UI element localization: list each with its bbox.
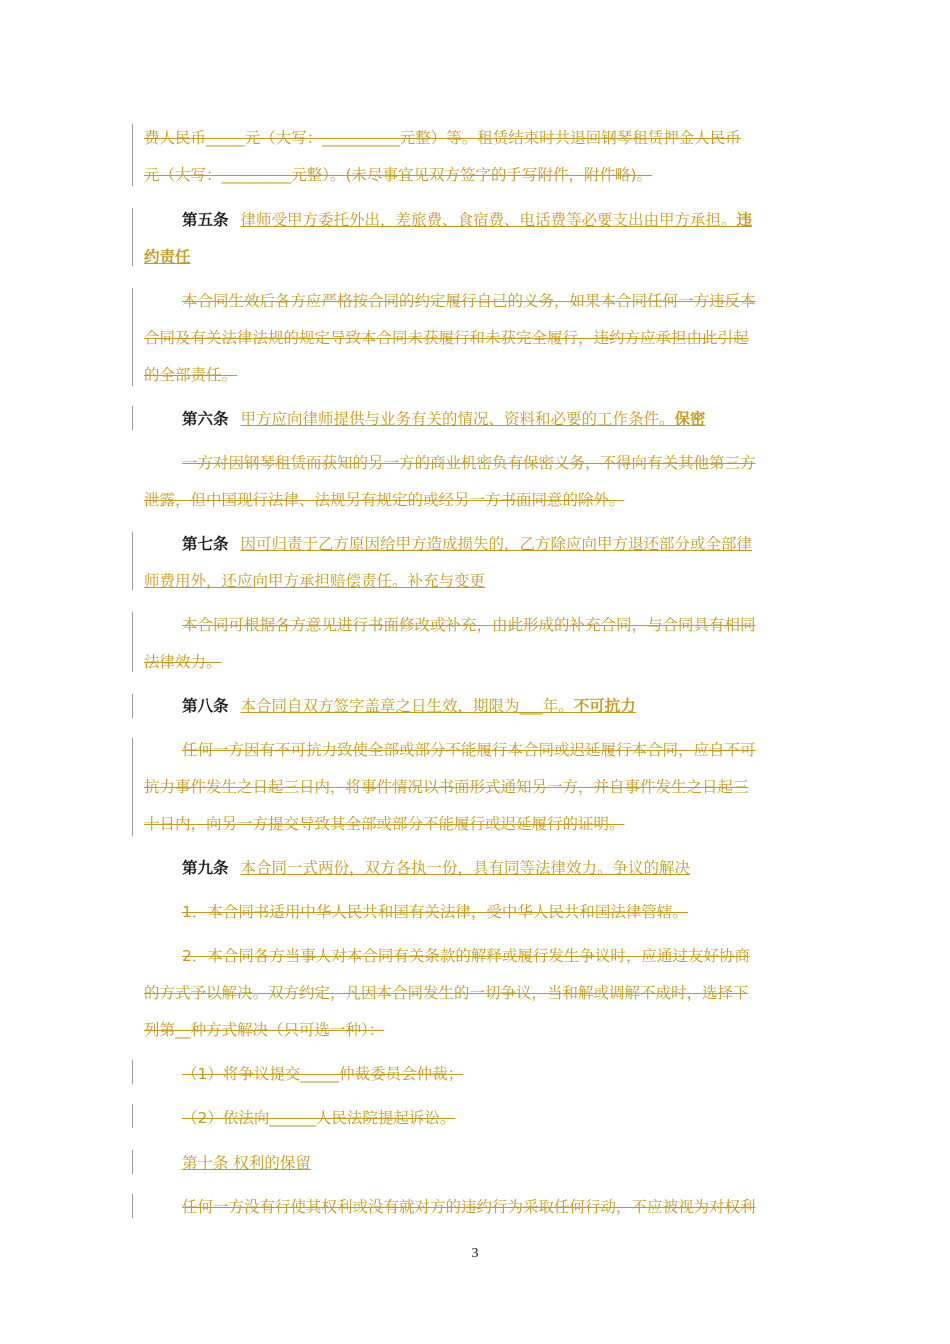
change-bar xyxy=(132,612,133,672)
paragraph-line: 列第__种方式解决（只可选一种）： xyxy=(144,1021,385,1039)
paragraph-line: 的方式予以解决。双方约定，凡因本合同发生的一切争议，当和解或调解不成时，选择下 xyxy=(144,984,749,1002)
option-item: （1）将争议提交_____仲裁委员会仲裁； xyxy=(182,1065,464,1083)
section-title-confidentiality: 保密 xyxy=(674,410,706,428)
paragraph-line: 任何一方因有不可抗力致使全部或部分不能履行本合同或迟延履行本合同，应自不可 xyxy=(182,741,756,759)
article-8-text: 本合同自双方签字盖章之日生效，期限为___年。 xyxy=(240,697,574,715)
article-8-line xyxy=(182,694,814,718)
change-bar xyxy=(132,1060,133,1084)
change-bar xyxy=(132,406,133,430)
change-bar xyxy=(132,532,133,590)
article-5-line xyxy=(144,245,814,269)
paragraph-line: 合同及有关法律法规的规定导致本合同未获履行和未获完全履行，违约方应承担由此引起 xyxy=(144,329,749,347)
option-item: （2）依法向______人民法院提起诉讼。 xyxy=(182,1109,456,1127)
paragraph-line: 十日内，向另一方提交导致其全部或部分不能履行或迟延履行的证明。 xyxy=(144,815,625,833)
paragraph-line: 一方对因钢琴租赁而获知的另一方的商业机密负有保密义务，不得向有关其他第三方 xyxy=(182,454,756,472)
change-bar xyxy=(132,694,133,718)
article-7-line xyxy=(182,532,814,556)
article-9-text: 本合同一式两份，双方各执一份，具有同等法律效力。 xyxy=(240,859,613,877)
paragraph-line: 的全部责任。 xyxy=(144,366,238,384)
paragraph-line: 元（大写：_________元整）。(未尽事宜见双方签字的手写附件，附件略)。 xyxy=(144,166,653,184)
section-title-dispute: 争议的解决 xyxy=(612,859,691,877)
change-bar xyxy=(132,124,133,186)
paragraph-line: 抗力事件发生之日起三日内，将事件情况以书面形式通知另一方，并自事件发生之日起三 xyxy=(144,778,749,796)
article-5-text: 律师受甲方委托外出，差旅费、食宿费、电话费等必要支出由甲方承担。 xyxy=(240,211,737,229)
article-7-text: 因可归责于乙方原因给甲方造成损失的，乙方除应向甲方退还部分或全部律 xyxy=(240,535,753,553)
article-7-line xyxy=(144,569,814,593)
section-title-breach: 约责任 xyxy=(144,248,191,266)
paragraph-line: 本合同可根据各方意见进行书面修改或补充，由此形成的补充合同，与合同具有相同 xyxy=(182,616,756,634)
paragraph-line: 任何一方没有行使其权利或没有就对方的违约行为采取任何行动，不应被视为对权利 xyxy=(182,1198,756,1216)
article-7-text: 师费用外，还应向甲方承担赔偿责任。 xyxy=(144,572,408,590)
article-5-line xyxy=(182,208,814,232)
change-bar xyxy=(132,1150,133,1174)
paragraph-line: 法律效力。 xyxy=(144,653,222,671)
paragraph-line: 费人民币_____元（大写：__________元整）等。租赁结束时共退回钢琴租赁押金人民币 xyxy=(144,129,741,147)
paragraph-line: 1．本合同书适用中华人民共和国有关法律，受中华人民共和国法律管辖。 xyxy=(182,903,688,921)
article-9-line xyxy=(182,856,814,880)
article-8-header: 第八条 xyxy=(182,697,229,715)
change-bar xyxy=(132,738,133,836)
paragraph-line: 泄露，但中国现行法律、法规另有规定的或经另一方书面同意的除外。 xyxy=(144,491,625,509)
article-6-line xyxy=(182,407,814,431)
change-bar xyxy=(132,1104,133,1128)
article-6-text: 甲方应向律师提供与业务有关的情况、资料和必要的工作条件。 xyxy=(240,410,675,428)
article-5-header: 第五条 xyxy=(182,211,229,229)
section-title-force-majeure: 不可抗力 xyxy=(573,697,636,715)
change-bar xyxy=(132,1194,133,1218)
paragraph-line: 2．本合同各方当事人对本合同有关条款的解释或履行发生争议时，应通过友好协商 xyxy=(182,947,750,965)
article-9-header: 第九条 xyxy=(182,859,229,877)
section-title-amendment: 补充与变更 xyxy=(407,572,486,590)
article-10-header: 第十条 权利的保留 xyxy=(182,1154,311,1172)
paragraph-line: 本合同生效后各方应严格按合同的约定履行自己的义务，如果本合同任何一方违反本 xyxy=(182,292,756,310)
page-number: 3 xyxy=(471,1246,479,1261)
change-bar xyxy=(132,208,133,266)
change-bar xyxy=(132,288,133,386)
article-7-header: 第七条 xyxy=(182,535,229,553)
section-title-breach: 违 xyxy=(736,211,753,229)
article-6-header: 第六条 xyxy=(182,410,229,428)
